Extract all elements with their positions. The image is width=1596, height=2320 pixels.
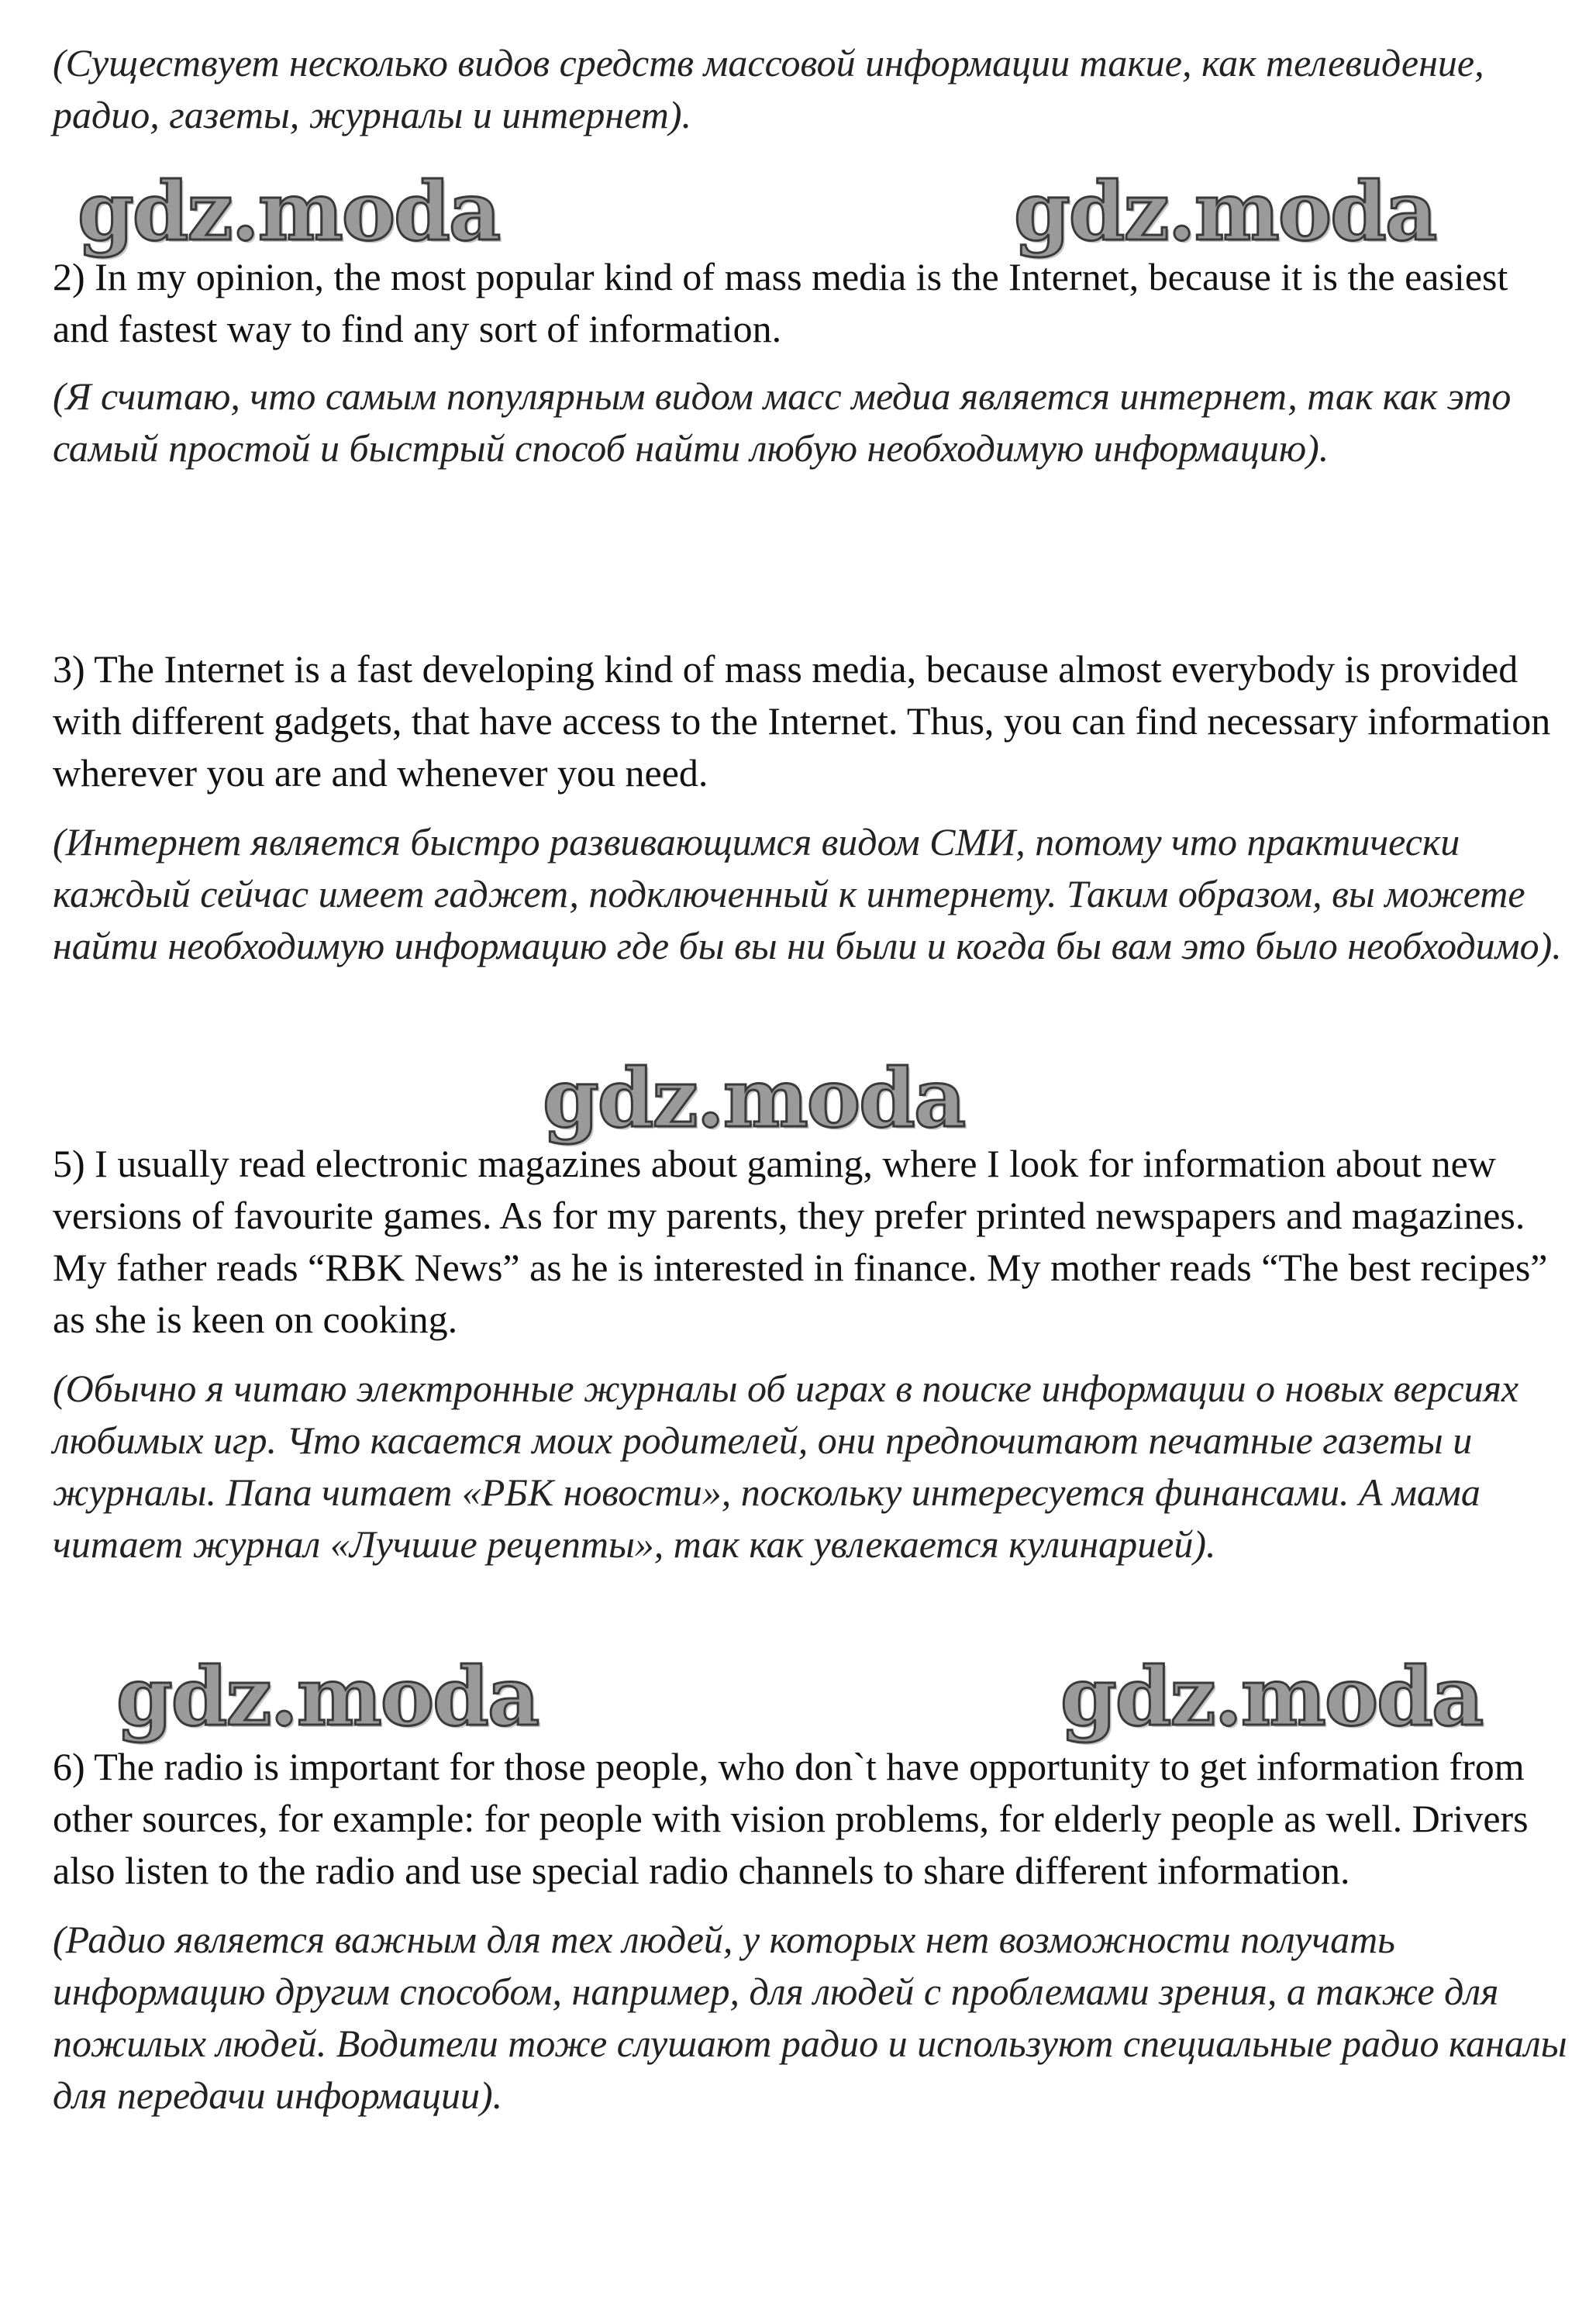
watermark-logo: gdz.moda bbox=[1060, 1649, 1483, 1744]
answer-6-translation: (Радио является важным для тех людей, у которых нет возможности получать информацию другим способом, например, для людей с проблемами зрения, а также для пожилых людей. Водители тоже слушают радио и используют специальные радио каналы для передачи информации). bbox=[53, 1918, 1567, 2117]
answer-5-text: 5) I usually read electronic magazines about gaming, where I look for information about new versions of favourite games. As for my parents, they prefer printed newspapers and magazines. My father reads “RBK News” as he is interested in finance. My mother reads “The best recipes” as she is keen on cooking. bbox=[53, 1142, 1548, 1341]
watermark-logo: gdz.moda bbox=[1014, 164, 1436, 259]
answer-3-translation: (Интернет является быстро развивающимся видом СМИ, потому что практически каждый сейчас имеет гаджет, подключенный к интернету. Таким образом, вы можете найти необходимую информацию где бы вы ни были и когда бы вам это было необходимо). bbox=[53, 820, 1562, 967]
answer-3-block bbox=[53, 643, 1572, 972]
answer-6-text: 6) The radio is important for those people, who don`t have opportunity to get information from other sources, for example: for people with vision problems, for elderly people as well. Drivers also listen to the radio and use special radio channels to share different information. bbox=[53, 1745, 1529, 1892]
answer-2-text: 2) In my opinion, the most popular kind of mass media is the Internet, because it is the easiest and fastest way to find any sort of information. bbox=[53, 255, 1508, 350]
answer-2-block bbox=[53, 251, 1572, 474]
answer-5-translation: (Обычно я читаю электронные журналы об играх в поиске информации о новых версиях любимых игр. Что касается моих родителей, они предпочитают печатные газеты и журналы. Папа читает «РБК новости», поскольку интересуется финансами. А мама читает журнал «Лучшие рецепты», так как увлекается кулинарией). bbox=[53, 1367, 1519, 1566]
watermark-logo: gdz.moda bbox=[543, 1050, 965, 1146]
watermark-row bbox=[53, 1649, 1572, 1744]
watermark-logo: gdz.moda bbox=[116, 1649, 539, 1744]
watermark-row bbox=[53, 164, 1572, 259]
answer-3-text: 3) The Internet is a fast developing kind of mass media, because almost everybody is provided with different gadgets, that have access to the Internet. Thus, you can find necessary information wherever you are and whenever you need. bbox=[53, 647, 1551, 795]
answer-6-block bbox=[53, 1741, 1572, 2122]
answer-5-block bbox=[53, 1138, 1572, 1570]
intro-block bbox=[53, 37, 1572, 141]
answer-2-translation: (Я считаю, что самым популярным видом масс медиа является интернет, так как это самый простой и быстрый способ найти любую необходимую информацию). bbox=[53, 374, 1512, 470]
watermark-logo: gdz.moda bbox=[78, 164, 500, 259]
watermark-row bbox=[53, 1050, 1572, 1146]
intro-translation: (Существует несколько видов средств массовой информации такие, как телевидение, радио, газеты, журналы и интернет). bbox=[53, 41, 1484, 136]
